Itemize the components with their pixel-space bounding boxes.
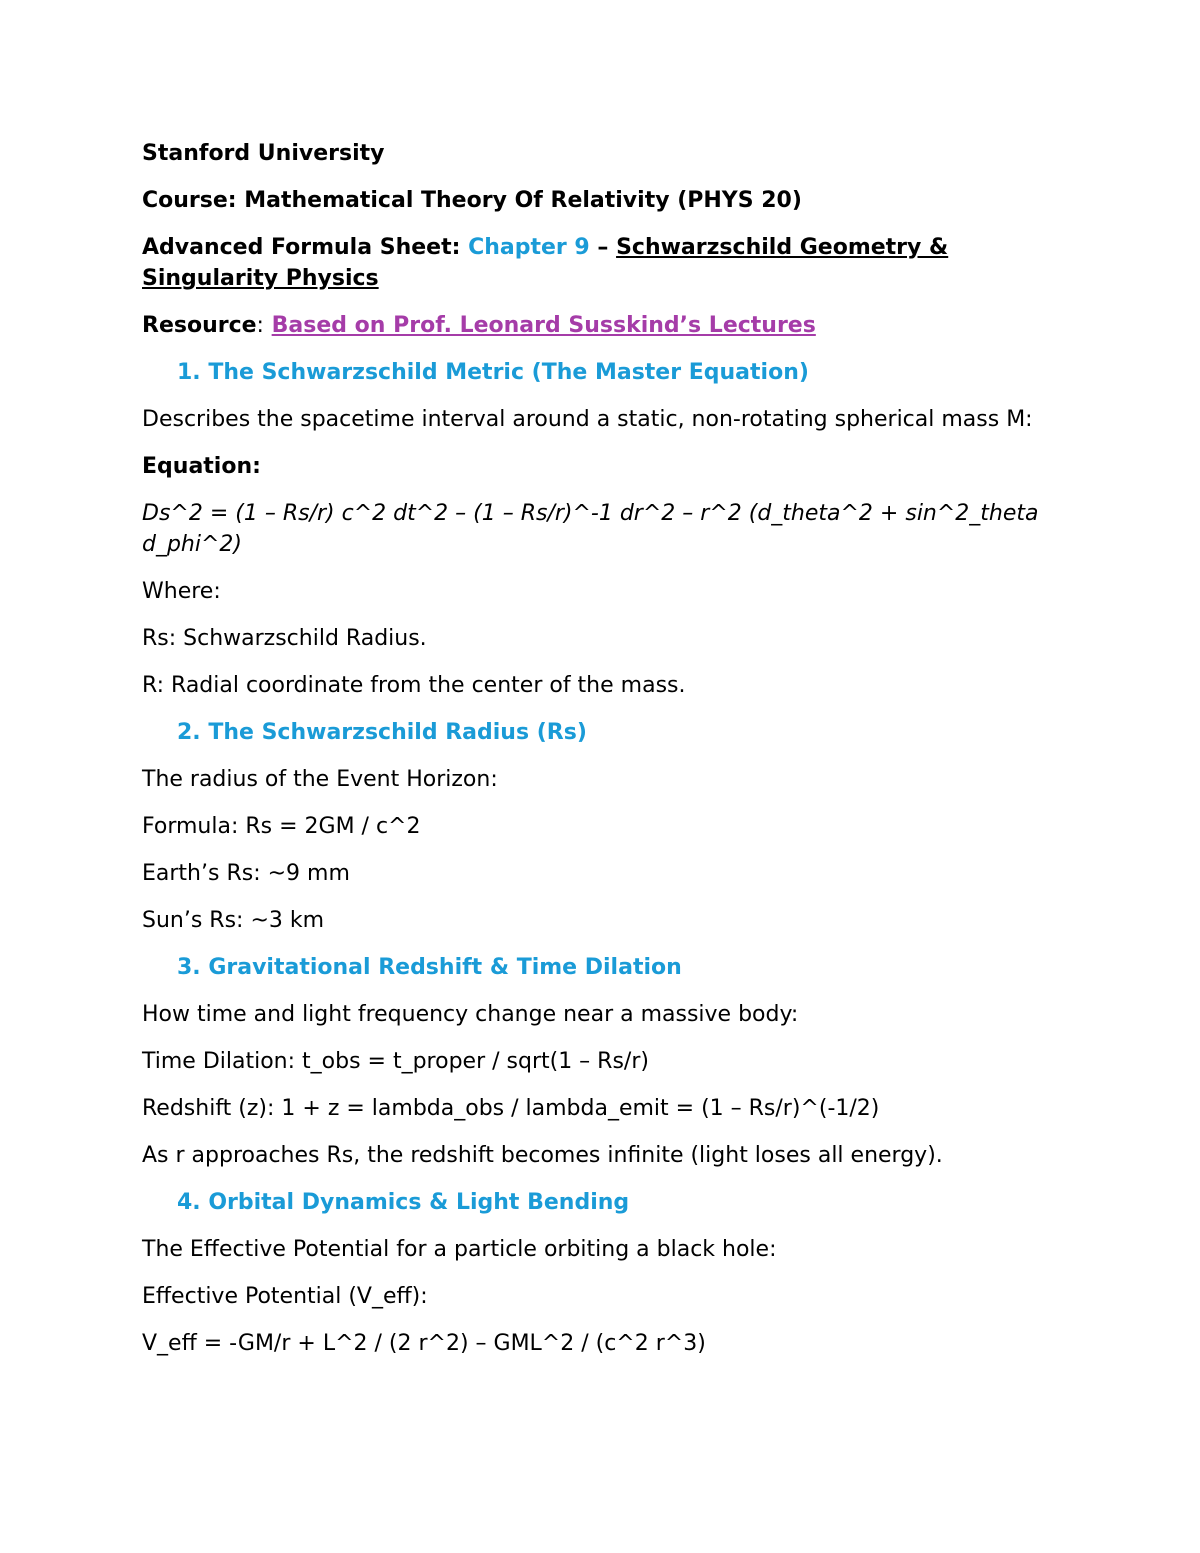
redshift-formula: Redshift (z): 1 + z = lambda_obs / lambda_emit = (1 – Rs/r)^(-1/2)	[142, 1096, 880, 1121]
sheet-title	[142, 232, 1082, 310]
sheet-label: Advanced Formula Sheet:	[142, 235, 461, 260]
where-label: Where:	[142, 579, 221, 604]
section-2-heading: 2. The Schwarzschild Radius (Rs)	[177, 720, 587, 745]
effective-potential-label: Effective Potential (V_eff):	[142, 1284, 428, 1309]
section-1-intro: Describes the spacetime interval around a static, non-rotating spherical mass M:	[142, 407, 1033, 432]
course-label: Course:	[142, 188, 237, 213]
resource-link[interactable]: Based on Prof. Leonard Susskind’s Lectures	[271, 313, 816, 338]
resource-line	[142, 310, 1082, 357]
redshift-note: As r approaches Rs, the redshift becomes infinite (light loses all energy).	[142, 1143, 943, 1168]
resource-label: Resource	[142, 313, 257, 338]
section-4-intro: The Effective Potential for a particle orbiting a black hole:	[142, 1237, 777, 1262]
time-dilation-formula: Time Dilation: t_obs = t_proper / sqrt(1 – Rs/r)	[142, 1049, 649, 1074]
course-line	[142, 185, 1082, 232]
section-2-intro: The radius of the Event Horizon:	[142, 767, 498, 792]
section-3-heading: 3. Gravitational Redshift & Time Dilation	[177, 955, 682, 980]
earth-radius: Earth’s Rs: ~9 mm	[142, 861, 350, 886]
resource-colon: :	[256, 313, 264, 338]
definition-rs: Rs: Schwarzschild Radius.	[142, 626, 427, 651]
university-name: Stanford University	[142, 141, 385, 166]
chapter-number: Chapter 9	[468, 235, 590, 260]
equation-label: Equation:	[142, 454, 261, 479]
title-dash: –	[597, 235, 609, 260]
effective-potential-formula: V_eff = -GM/r + L^2 / (2 r^2) – GML^2 / (c^2 r^3)	[142, 1331, 706, 1356]
section-4-heading: 4. Orbital Dynamics & Light Bending	[177, 1190, 630, 1215]
definition-r: R: Radial coordinate from the center of the mass.	[142, 673, 686, 698]
metric-equation: Ds^2 = (1 – Rs/r) c^2 dt^2 – (1 – Rs/r)^-1 dr^2 – r^2 (d_theta^2 + sin^2_theta d_phi^2)	[142, 501, 1039, 557]
document-page	[142, 138, 1082, 1375]
chapter-title: Schwarzschild Geometry & Singularity Physics	[142, 235, 949, 291]
radius-formula: Formula: Rs = 2GM / c^2	[142, 814, 421, 839]
course-value: Mathematical Theory Of Relativity (PHYS 20)	[244, 188, 802, 213]
section-3-intro: How time and light frequency change near a massive body:	[142, 1002, 799, 1027]
sun-radius: Sun’s Rs: ~3 km	[142, 908, 325, 933]
section-1-heading: 1. The Schwarzschild Metric (The Master Equation)	[177, 360, 809, 385]
